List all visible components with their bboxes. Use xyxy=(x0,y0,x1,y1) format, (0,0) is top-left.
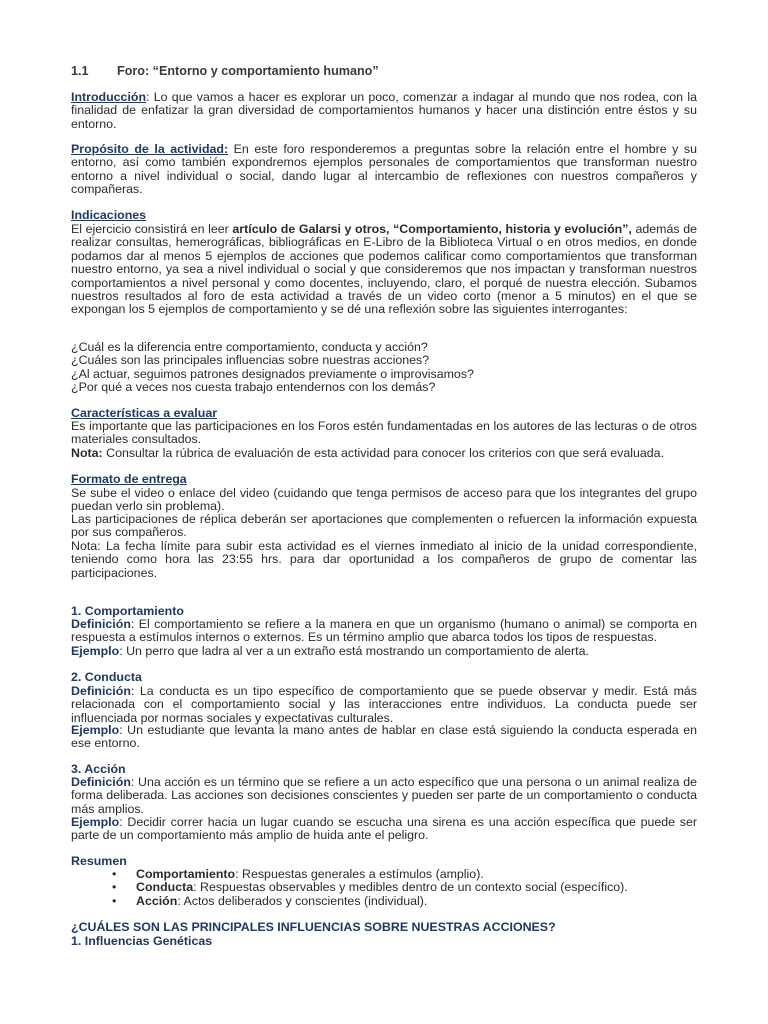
summary-list xyxy=(112,868,702,908)
purpose-paragraph xyxy=(71,143,697,197)
intro-label: Introducción xyxy=(71,90,147,104)
question-item: ¿Al actuar, seguimos patrones designados previamente o improvisamos? xyxy=(71,366,474,381)
intro-paragraph xyxy=(71,91,697,131)
note-label: Nota: xyxy=(71,446,103,460)
summary-heading: Resumen xyxy=(71,854,127,868)
note-text: Consultar la rúbrica de evaluación de esta actividad para conocer los criterios con que será evaluada. xyxy=(102,446,665,460)
influences-subheading: 1. Influencias Genéticas xyxy=(71,934,213,948)
definition-accion: Definición: Una acción es un término que se refiere a un acto específico que una persona o un animal realiza de forma deliberada. Las acciones son decisiones conscientes y pueden ser parte de un comportamiento o conducta más amplios. xyxy=(71,775,697,816)
list-item: • Comportamiento: Respuestas generales a estímulos (amplio). xyxy=(112,868,702,881)
delivery-heading: Formato de entrega xyxy=(71,472,187,486)
example-comportamiento: Ejemplo: Un perro que ladra al ver a un extraño está mostrando un comportamiento de alerta. xyxy=(71,644,589,658)
questions-list xyxy=(71,341,697,395)
delivery-p1: Se sube el video o enlace del video (cuidando que tenga permisos de acceso para que los integrantes del grupo puedan verlo sin problema). xyxy=(71,486,697,514)
indications-text-a: El ejercicio consistirá en leer xyxy=(71,222,233,236)
title-text: Foro: “Entorno y comportamiento humano” xyxy=(117,64,379,78)
indications-heading: Indicaciones xyxy=(71,208,147,222)
section-heading-conducta: 2. Conducta xyxy=(71,670,142,684)
definition-comportamiento: Definición: El comportamiento se refiere a la manera en que un organismo (humano o animal) se comporta en respuesta a estímulos internos o externos. Es un término amplio que abarca todos los tipos de respuestas. xyxy=(71,617,697,645)
definition-conducta: Definición: La conducta es un tipo específico de comportamiento que se puede observar y medir. Está más relacionada con el comportamiento social y las interacciones entre individuos. La conducta puede ser influenciada por normas sociales y expectativas culturales. xyxy=(71,684,697,725)
influences-heading: ¿CUÁLES SON LAS PRINCIPALES INFLUENCIAS SOBRE NUESTRAS ACCIONES? xyxy=(71,920,556,934)
indications-article: artículo de Galarsi y otros, “Comportamiento, historia y evolución”, xyxy=(232,222,632,236)
intro-text: : Lo que vamos a hacer es explorar un poco, comenzar a indagar al mundo que nos rodea, con la finalidad de enfatizar la gran diversidad de comportamientos humanos y hacer una distinción entre éstos y su entorno. xyxy=(71,90,697,131)
purpose-text: En este foro responderemos a preguntas sobre la relación entre el hombre y su entorno, así como también expondremos ejemplos personales de comportamientos que transforman nuestro entorno a nivel individual o social, dando lugar al intercambio de reflexiones con nuestros compañeros y compañeras. xyxy=(71,142,698,197)
evaluation-heading: Características a evaluar xyxy=(71,406,218,420)
question-item: ¿Cuál es la diferencia entre comportamiento, conducta y acción? xyxy=(71,340,428,354)
question-item: ¿Cuáles son las principales influencias sobre nuestras acciones? xyxy=(71,353,430,368)
indications-text-b: además de realizar consultas, hemerográficas, bibliográficas en E-Libro de la Biblioteca Virtual o en otros medios, en donde podamos dar al menos 5 ejemplos de acciones que podemos calificar como comportamientos que transforman nuestro entorno, ya sea a nivel individual o social y que consideremos que nos impactan y transforman nuestros comportamientos a nivel personal y como docentes, incluyendo, claro, el porqué de nuestra elección. Subamos nuestros resultados al foro de esta actividad a través de un video corto (menor a 5 minutos) en el que se expongan los 5 ejemplos de comportamiento y se dé una reflexión sobre las siguientes interrogantes: xyxy=(71,222,697,317)
section-heading-comportamiento: 1. Comportamiento xyxy=(71,604,184,618)
title-number: 1.1 xyxy=(71,64,89,78)
purpose-label: Propósito de la actividad: xyxy=(71,142,229,156)
delivery-p3: Nota: La fecha límite para subir esta actividad es el viernes inmediato al inicio de la unidad correspondiente, teniendo como hora las 23:55 hrs. para dar oportunidad a los compañeros de grupo de comentar las participaciones. xyxy=(71,539,697,580)
example-accion: Ejemplo: Decidir correr hacia un lugar cuando se escucha una sirena es una acción específica que puede ser parte de un comportamiento más amplio de huida ante el peligro. xyxy=(71,815,697,843)
page-title xyxy=(71,65,697,78)
evaluation-text: Es importante que las participaciones en los Foros estén fundamentadas en los autores de las lecturas o de otros materiales consultados. xyxy=(71,419,697,447)
indications-paragraph xyxy=(71,223,697,317)
section-heading-accion: 3. Acción xyxy=(71,762,126,776)
example-conducta: Ejemplo: Un estudiante que levanta la mano antes de hablar en clase está siguiendo la conducta esperada en ese entorno. xyxy=(71,723,697,751)
delivery-p2: Las participaciones de réplica deberán ser aportaciones que complementen o refuercen la información expuesta por sus compañeros. xyxy=(71,512,697,540)
evaluation-note xyxy=(71,447,697,460)
list-item: • Acción: Actos deliberados y conscientes (individual). xyxy=(112,895,702,908)
question-item: ¿Por qué a veces nos cuesta trabajo entendernos con los demás? xyxy=(71,380,436,395)
list-item: • Conducta: Respuestas observables y medibles dentro de un contexto social (específico). xyxy=(112,881,702,894)
evaluation-paragraph xyxy=(71,420,697,447)
